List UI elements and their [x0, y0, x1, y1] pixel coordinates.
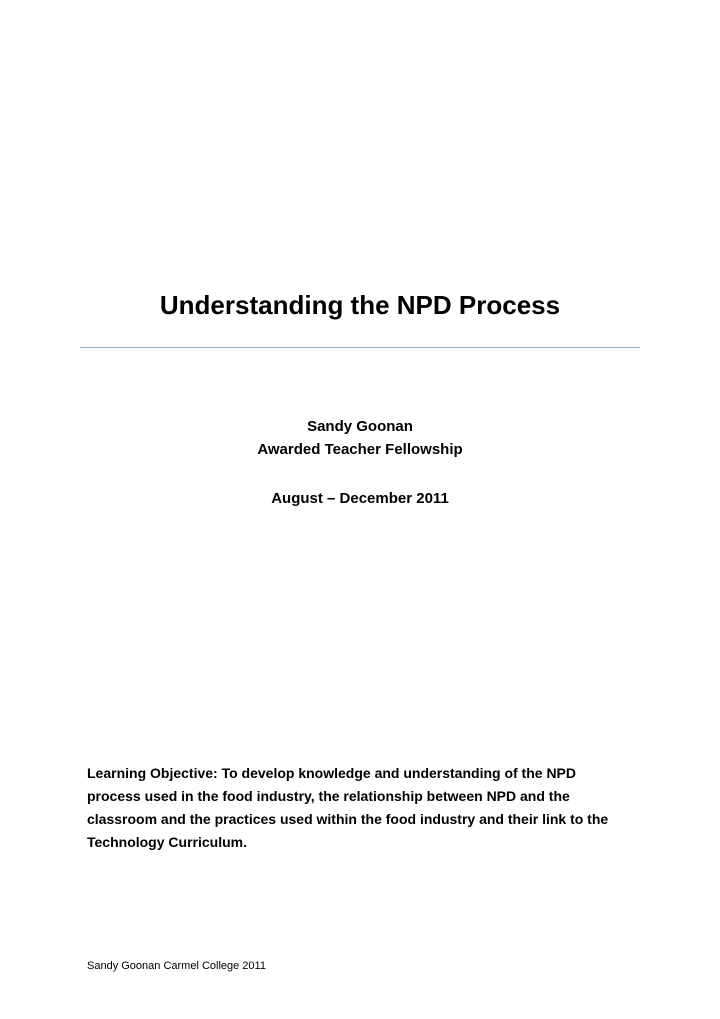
fellowship-label: Awarded Teacher Fellowship — [257, 441, 463, 458]
author-name: Sandy Goonan — [307, 418, 413, 435]
page-footer: Sandy Goonan Carmel College 2011 — [87, 960, 266, 972]
learning-objective: Learning Objective: To develop knowledge and understanding of the NPD process used in the food industry, the relationship between NPD and the classroom and the practices used within the food industry and their link to the Technology Curriculum. — [87, 765, 609, 850]
document-title: Understanding the NPD Process — [159, 290, 561, 320]
date-range: August – December 2011 — [271, 490, 449, 507]
author-block — [0, 415, 720, 461]
title-divider — [80, 347, 640, 348]
